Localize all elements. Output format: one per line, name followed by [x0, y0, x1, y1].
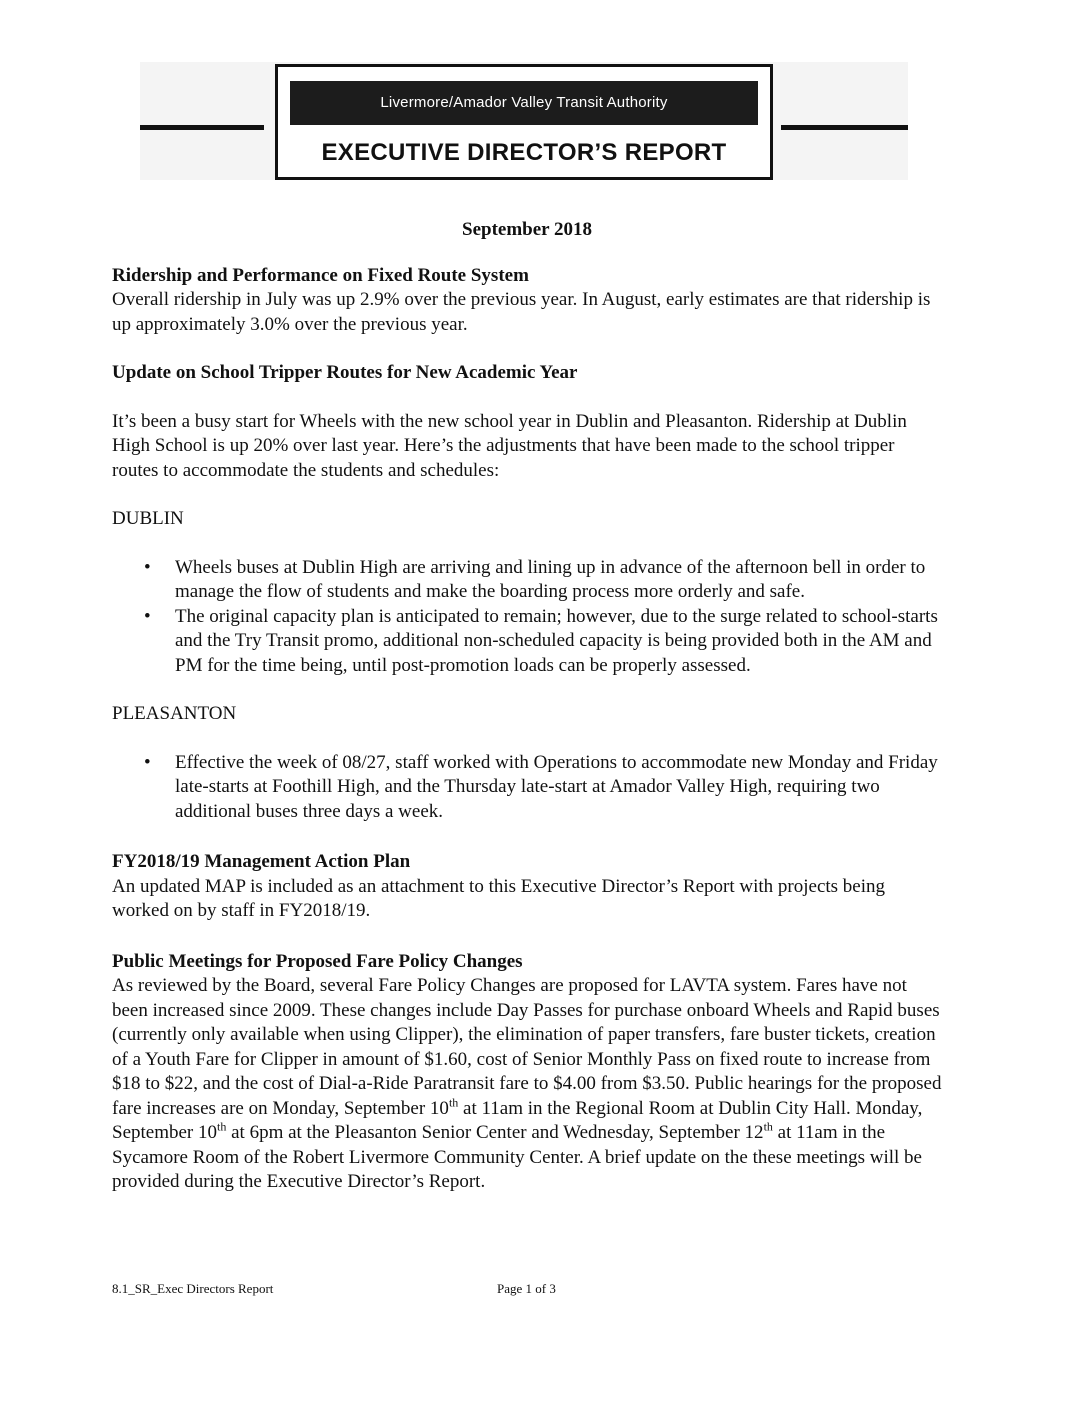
fare-body-part: at 11am in the Regional Room at Dublin City Hall. Monday, September 10: [112, 1097, 923, 1143]
banner-rule-left: [140, 125, 264, 130]
tripper-intro: It’s been a busy start for Wheels with the new school year in Dublin and Pleasanton. Ridership at Dublin High School is up 20% over last year. Here’s the adjustments that have been made to the school tripper routes to accommodate the students and schedules:: [112, 410, 907, 481]
fare-heading: Public Meetings for Proposed Fare Policy Changes: [112, 950, 523, 972]
ridership-heading: Ridership and Performance on Fixed Route System: [112, 264, 529, 286]
list-item: [112, 556, 942, 605]
banner-title-box: [275, 64, 773, 180]
report-title: EXECUTIVE DIRECTOR’S REPORT: [321, 139, 727, 166]
dublin-label: DUBLIN: [112, 508, 184, 529]
pleasanton-label: PLEASANTON: [112, 703, 237, 724]
agency-name: Livermore/Amador Valley Transit Authority: [290, 81, 758, 125]
ordinal-suffix: th: [763, 1119, 773, 1134]
fare-body-part: at 11am in the Sycamore Room of the Robert Livermore Community Center. A brief update on the these meetings will be provided during the Executive Director’s Report.: [112, 1122, 922, 1192]
fare-body: [112, 974, 942, 1195]
list-item: [112, 605, 942, 679]
list-item-text: Wheels buses at Dublin High are arriving and lining up in advance of the afternoon bell in order to manage the flow of students and make the boarding process more orderly and safe.: [175, 556, 926, 602]
pleasanton-list: [112, 751, 942, 825]
dublin-list: [112, 556, 942, 679]
report-date: September 2018: [462, 219, 592, 240]
footer-file-name: 8.1_SR_Exec Directors Report: [112, 1281, 274, 1296]
list-item: [112, 751, 942, 825]
ordinal-suffix: th: [448, 1095, 459, 1110]
footer-page-number: Page 1 of 3: [497, 1281, 556, 1296]
bullet: •: [144, 605, 151, 627]
bullet: •: [144, 556, 151, 578]
map-heading: FY2018/19 Management Action Plan: [112, 851, 411, 872]
list-item-text: Effective the week of 08/27, staff worked with Operations to accommodate new Monday and Friday late-starts at Foothill High, and the Thursday late-start at Amador Valley High, requiring two additional buses three days a week.: [175, 751, 938, 822]
list-item-text: The original capacity plan is anticipated to remain; however, due to the surge related to school-starts and the Try Transit promo, additional non-scheduled capacity is being provided both in the AM and PM for the time being, until post-promotion loads can be properly assessed.: [175, 605, 938, 676]
ridership-body: Overall ridership in July was up 2.9% over the previous year. In August, early estimates are that ridership is up approximately 3.0% over the previous year.: [112, 289, 931, 335]
banner-rule-right: [781, 125, 908, 130]
bullet: •: [144, 751, 151, 773]
fare-body-part: As reviewed by the Board, several Fare Policy Changes are proposed for LAVTA system. Fares have not been increased since 2009. These changes include Day Passes for purchase onboard Wheels and Rapid buses (currently only available when using Clipper), the elimination of paper transfers, fare buster tickets, creation of a Youth Fare for Clipper in amount of $1.60, cost of Senior Monthly Pass on fixed route to increase from $18 to $22, and the cost of Dial-a-Ride Paratransit fare to $4.00 from $3.50. Public hearings for the proposed fare increases are on Monday, September 10: [112, 975, 942, 1119]
map-body: An updated MAP is included as an attachment to this Executive Director’s Report with projects being worked on by staff in FY2018/19.: [112, 875, 886, 921]
fare-body-part: at 6pm at the Pleasanton Senior Center and Wednesday, September 12: [226, 1122, 764, 1143]
ordinal-suffix: th: [217, 1119, 227, 1134]
tripper-heading: Update on School Tripper Routes for New Academic Year: [112, 362, 578, 383]
report-body: [112, 218, 942, 1195]
